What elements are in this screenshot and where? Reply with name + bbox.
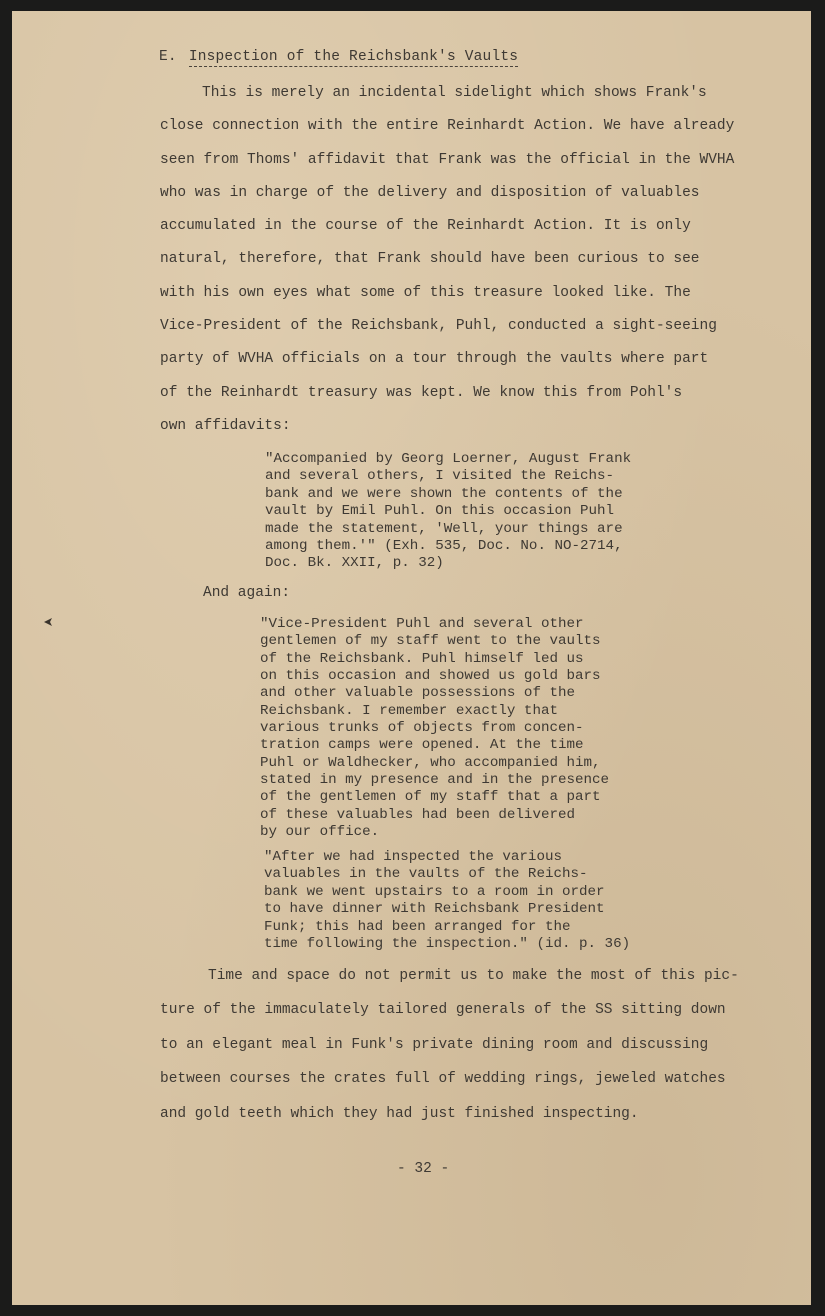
- quote-1-line: vault by Emil Puhl. On this occasion Puhl: [265, 503, 615, 520]
- quote-1-line: and several others, I visited the Reichs-: [265, 468, 615, 485]
- page-number: - 32 -: [397, 1161, 450, 1177]
- paragraph-1-line: party of WVHA officials on a tour through the vaults where part: [160, 351, 709, 368]
- quote-1-line: "Accompanied by Georg Loerner, August Frank: [265, 451, 632, 467]
- quote-2-line: "Vice-President Puhl and several other: [260, 616, 584, 632]
- document-page: [12, 11, 811, 1305]
- paragraph-1-line: Vice-President of the Reichsbank, Puhl, conducted a sight-seeing: [160, 318, 717, 335]
- quote-2-line: tration camps were opened. At the time: [260, 737, 584, 754]
- quote-2-line: of these valuables had been delivered: [260, 806, 576, 823]
- quote-1-line: made the statement, 'Well, your things are: [265, 520, 623, 537]
- quote-1-line: Doc. Bk. XXII, p. 32): [265, 555, 444, 572]
- quote-2-line: of the Reichsbank. Puhl himself led us: [260, 650, 584, 667]
- margin-ink-mark-icon: [42, 616, 54, 628]
- paragraph-1-line: who was in charge of the delivery and disposition of valuables: [160, 184, 700, 201]
- quote-2-line: stated in my presence and in the presence: [260, 772, 610, 789]
- quote-2-line: gentlemen of my staff went to the vaults: [260, 633, 601, 650]
- paragraph-1-line: of the Reinhardt treasury was kept. We know this from Pohl's: [160, 384, 683, 401]
- paragraph-2-line: to an elegant meal in Funk's private dining room and discussing: [160, 1036, 709, 1053]
- paragraph-2-line: and gold teeth which they had just finished inspecting.: [160, 1105, 639, 1122]
- section-letter: E.: [159, 49, 177, 65]
- block-quote-3: [264, 849, 630, 953]
- and-again-text: And again:: [203, 585, 291, 601]
- paragraph-1-line: own affidavits:: [160, 417, 291, 434]
- block-quote-2: [260, 616, 609, 841]
- paragraph-1-line: This is merely an incidental sidelight which shows Frank's: [202, 85, 707, 101]
- paragraph-1-line: natural, therefore, that Frank should have been curious to see: [160, 251, 700, 268]
- paragraph-2-line: Time and space do not permit us to make the most of this pic-: [208, 968, 739, 984]
- quote-3-line: valuables in the vaults of the Reichs-: [264, 866, 588, 883]
- paragraph-1: [160, 77, 740, 443]
- paragraph-1-line: accumulated in the course of the Reinhardt Action. It is only: [160, 218, 691, 235]
- quote-3-line: "After we had inspected the various: [264, 849, 562, 865]
- quote-2-line: and other valuable possessions of the: [260, 685, 576, 702]
- quote-1-line: bank and we were shown the contents of the: [265, 485, 623, 502]
- paragraph-2-line: between courses the crates full of wedding rings, jeweled watches: [160, 1071, 726, 1088]
- section-title: Inspection of the Reichsbank's Vaults: [188, 49, 519, 65]
- quote-3-line: bank we went upstairs to a room in order: [264, 883, 605, 900]
- block-quote-1: [265, 451, 631, 573]
- quote-3-line: Funk; this had been arranged for the: [264, 918, 571, 935]
- quote-2-line: of the gentlemen of my staff that a part: [260, 789, 601, 806]
- quote-2-line: on this occasion and showed us gold bars: [260, 668, 601, 685]
- quote-3-line: to have dinner with Reichsbank President: [264, 901, 605, 918]
- paragraph-2-line: ture of the immaculately tailored generals of the SS sitting down: [160, 1002, 726, 1019]
- paragraph-1-line: seen from Thoms' affidavit that Frank was the official in the WVHA: [160, 151, 735, 168]
- quote-1-line: among them.'" (Exh. 535, Doc. No. NO-2714,: [265, 538, 623, 555]
- quote-2-line: Puhl or Waldhecker, who accompanied him,: [260, 754, 601, 771]
- quote-2-line: by our office.: [260, 824, 380, 841]
- quote-2-line: Reichsbank. I remember exactly that: [260, 702, 558, 719]
- paragraph-1-line: close connection with the entire Reinhardt Action. We have already: [160, 118, 735, 135]
- quote-2-line: various trunks of objects from concen-: [260, 720, 584, 737]
- quote-3-line: time following the inspection." (id. p. 36): [264, 936, 631, 953]
- paragraph-1-line: with his own eyes what some of this treasure looked like. The: [160, 284, 691, 301]
- section-heading: [159, 49, 518, 65]
- paragraph-2: [160, 959, 740, 1131]
